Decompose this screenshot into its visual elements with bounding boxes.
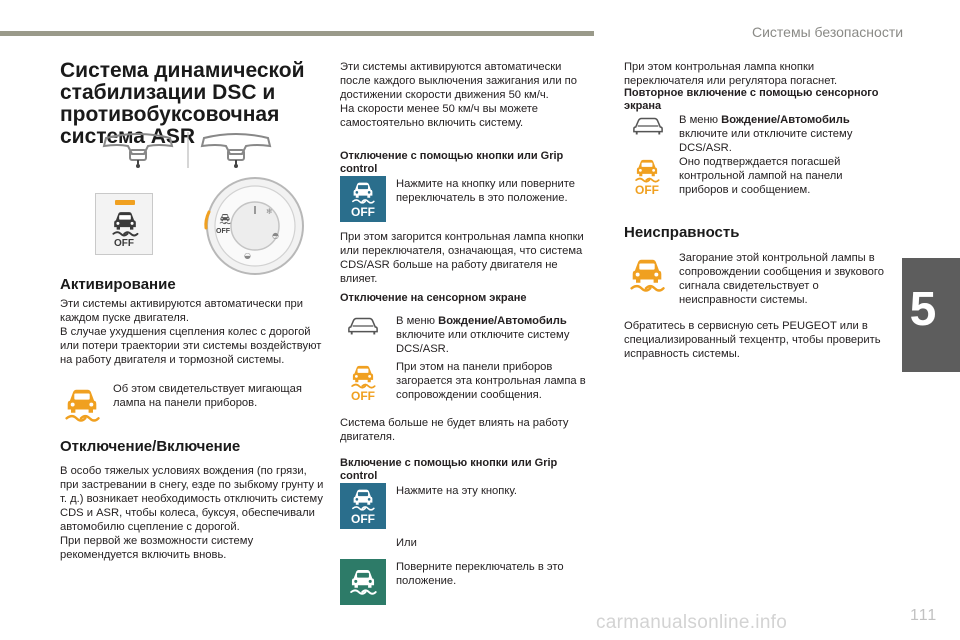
skid-car-icon bbox=[108, 208, 142, 238]
indicator-led bbox=[115, 200, 135, 205]
off-lamp-label-2: OFF bbox=[635, 183, 659, 197]
fault-text: Загорание этой контрольной лампы в сопровождении сообщения и звукового сигнала свидетельствует о неисправности системы. bbox=[679, 252, 884, 306]
esp-warning-lamp-icon bbox=[60, 384, 104, 424]
activation-heading: Активирование bbox=[60, 276, 176, 293]
esp-off-button-illustration bbox=[95, 193, 153, 255]
car-menu-icon bbox=[347, 316, 379, 336]
menu-prefix: В меню bbox=[396, 315, 439, 327]
steering-wheel-left-icon bbox=[104, 134, 172, 168]
service-text: Обратитесь в сервисную сеть PEUGEOT или в специализированный техцентр, чтобы проверить исправность системы. bbox=[624, 320, 881, 360]
watermark: carmanualsonline.info bbox=[596, 612, 788, 633]
svg-text:◒: ◒ bbox=[244, 251, 251, 260]
esp-off-lamp-icon-2 bbox=[625, 156, 669, 200]
menu-prefix-2: В меню bbox=[679, 114, 722, 126]
menu-name: Вождение/Автомобиль bbox=[438, 315, 567, 327]
off-touch-menu-text bbox=[396, 314, 586, 356]
auto-activation-text: Эти системы активируются автоматически после каждого выключения зажигания или по достижении скорости движения 50 км/ч. На скорости менее 50 км/ч вы можете самостоятельно включить систему. bbox=[340, 61, 577, 129]
or-text: Или bbox=[396, 537, 417, 549]
grip-normal-mode-icon bbox=[340, 559, 386, 605]
touch-on-menu-text bbox=[679, 113, 879, 155]
menu-name-2: Вождение/Автомобиль bbox=[721, 114, 850, 126]
page-title: Система динамической стабилизации DSC и противобуксовочная система ASR bbox=[60, 59, 305, 148]
onoff-heading: Отключение/Включение bbox=[60, 438, 241, 455]
press-button-text: Нажмите на эту кнопку. bbox=[396, 485, 517, 497]
button-off-label: OFF bbox=[114, 238, 134, 249]
panel-lamp-text: При этом на панели приборов загорается эта контрольная лампа в сопровождении сообщения. bbox=[396, 361, 586, 401]
svg-text:❄: ❄ bbox=[266, 207, 273, 216]
section-title: Системы безопасности bbox=[752, 24, 904, 40]
activation-text: Эти системы активируются автоматически при каждом пуске двигателя. В случае ухудшения сцепления колес с дорогой или потери траектории эти системы воздействуют на работу двигателя и тормозной системы. bbox=[60, 298, 322, 366]
touch-on-heading: Повторное включение с помощью сенсорного экрана bbox=[624, 87, 879, 112]
steering-wheel-right-icon bbox=[202, 134, 270, 168]
on-button-label: OFF bbox=[351, 512, 375, 526]
on-by-button-heading: Включение с помощью кнопки или Grip control bbox=[340, 457, 558, 482]
on-button-icon bbox=[340, 483, 386, 529]
off-lamp-label: OFF bbox=[351, 389, 375, 403]
car-menu-icon-2 bbox=[632, 116, 664, 136]
fault-heading: Неисправность bbox=[624, 224, 740, 241]
turn-knob-text: Поверните переключатель в это положение. bbox=[396, 561, 564, 587]
menu-suffix-2: включите или отключите систему DCS/ASR. bbox=[679, 128, 853, 154]
chapter-number: 5 bbox=[909, 283, 937, 336]
steering-wheels-illustration bbox=[98, 132, 278, 168]
warning-lamp-text: Об этом свидетельствует мигающая лампа на панели приборов. bbox=[113, 383, 302, 409]
grip-control-knob-illustration bbox=[200, 176, 310, 276]
knob-off-label: OFF bbox=[216, 228, 230, 235]
onoff-text: В особо тяжелых условиях вождения (по грязи, при застревании в снегу, езде по зыбкому грунту и т. д.) возникает необходимость отключить систему CDS и ASR, чтобы колеса, буксуя, обеспечивали автомобилю сцепление с дорогой. При первой же возможности систему рекомендуется включить вновь. bbox=[60, 465, 324, 561]
off-touch-heading: Отключение на сенсорном экране bbox=[340, 292, 527, 304]
no-effect-text: Система больше не будет влиять на работу двигателя. bbox=[340, 417, 569, 443]
esp-off-lamp-icon bbox=[341, 362, 385, 406]
confirm-text: Оно подтверждается погасшей контрольной лампой на панели приборов и сообщением. bbox=[679, 156, 843, 196]
off-button-label: OFF bbox=[351, 205, 375, 219]
off-by-button-text: Нажмите на кнопку или поверните переключатель в это положение. bbox=[396, 178, 575, 204]
page-number: 111 bbox=[910, 607, 938, 624]
menu-suffix: включите или отключите систему DCS/ASR. bbox=[396, 329, 570, 355]
svg-text:◓: ◓ bbox=[272, 231, 279, 240]
off-button-icon bbox=[340, 176, 386, 222]
off-result-text: При этом загорится контрольная лампа кнопки или переключателя, означающая, что система CDS/ASR больше на работу двигателя не влияет. bbox=[340, 231, 584, 285]
off-by-button-heading: Отключение с помощью кнопки или Grip control bbox=[340, 150, 564, 175]
lamp-off-text: При этом контрольная лампа кнопки переключателя или регулятора погаснет. bbox=[624, 61, 838, 87]
header-bar bbox=[0, 31, 594, 36]
fault-lamp-icon bbox=[625, 254, 669, 294]
